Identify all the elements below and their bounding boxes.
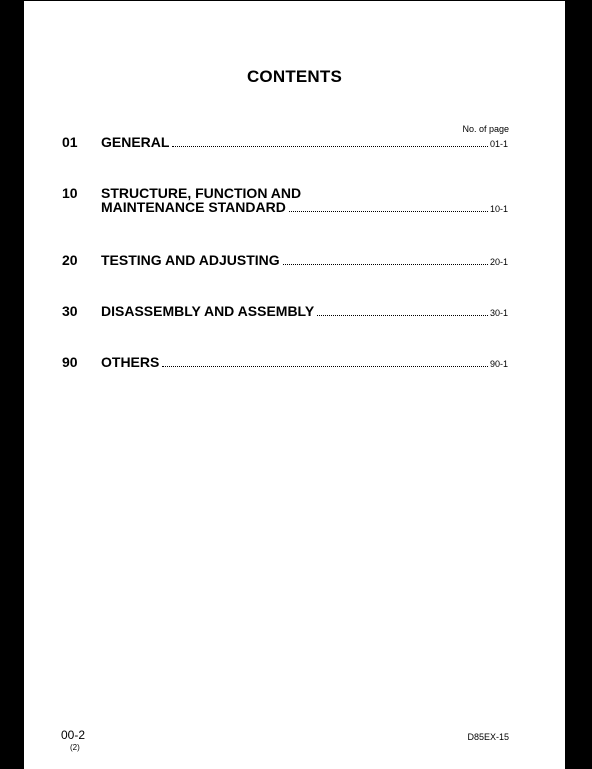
toc-entry-page: 20-1 bbox=[489, 257, 508, 267]
toc-entry-page: 90-1 bbox=[489, 359, 508, 369]
toc-entry-page: 01-1 bbox=[489, 139, 508, 149]
toc-entry-page: 10-1 bbox=[489, 204, 508, 214]
toc-entry-number: 10 bbox=[62, 185, 78, 201]
page-column-header: No. of page bbox=[462, 124, 509, 134]
dot-leader bbox=[172, 146, 488, 147]
page-title: CONTENTS bbox=[246, 67, 343, 86]
dot-leader bbox=[317, 315, 488, 316]
dot-leader bbox=[162, 366, 488, 367]
dot-leader bbox=[289, 211, 488, 212]
toc-entry-label: TESTING AND ADJUSTING bbox=[101, 252, 280, 268]
toc-entry-label: MAINTENANCE STANDARD bbox=[101, 199, 286, 215]
footer-revision: (2) bbox=[70, 743, 80, 752]
toc-entry-page: 30-1 bbox=[489, 308, 508, 318]
toc-entry-label: DISASSEMBLY AND ASSEMBLY bbox=[101, 303, 315, 319]
toc-entry-label: GENERAL bbox=[101, 134, 170, 150]
toc-entry-label: OTHERS bbox=[101, 354, 160, 370]
toc-entry-number: 30 bbox=[62, 303, 78, 319]
document-page bbox=[24, 0, 565, 769]
toc-entry-number: 20 bbox=[62, 252, 78, 268]
dot-leader bbox=[283, 264, 488, 265]
footer-page-number: 00-2 bbox=[61, 728, 86, 742]
toc-entry-label-line1: STRUCTURE, FUNCTION AND bbox=[101, 185, 302, 201]
footer-model: D85EX-15 bbox=[467, 732, 509, 742]
toc-entry-number: 90 bbox=[62, 354, 78, 370]
toc-entry-number: 01 bbox=[62, 134, 78, 150]
